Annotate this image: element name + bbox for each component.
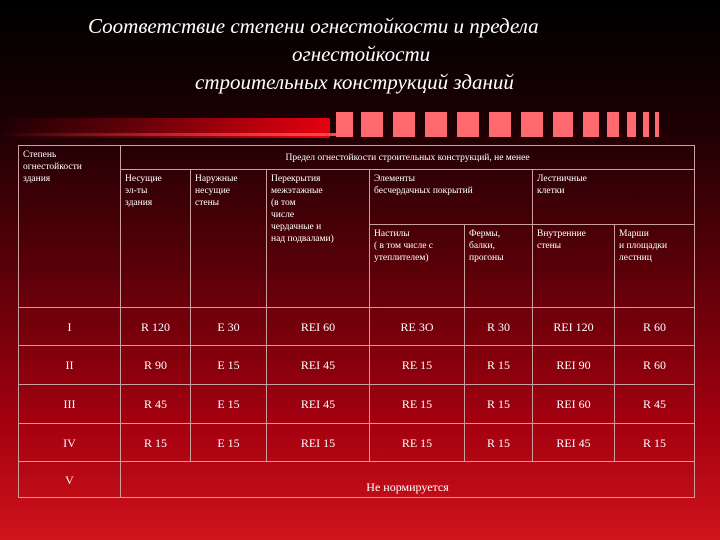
table-cell: REI 120	[533, 308, 615, 346]
table-cell: E 15	[191, 385, 267, 424]
title-line-2: огнестойкости	[292, 42, 431, 66]
decorative-bar	[457, 112, 479, 137]
table-cell: R 15	[121, 424, 191, 462]
table-cell: R 15	[465, 346, 533, 385]
decorative-bar	[583, 112, 599, 137]
table-cell: RE 3O	[370, 308, 465, 346]
decorative-bar	[336, 112, 353, 137]
table-cell: R 15	[465, 424, 533, 462]
header-roof-elements: Элементы бесчердачных покрытий	[370, 170, 533, 225]
decorative-bar	[627, 112, 636, 137]
table-row	[19, 462, 695, 498]
header-degree: Степень огнестойкости здания	[19, 146, 121, 308]
table-cell: REI 45	[267, 385, 370, 424]
table-cell: IV	[19, 424, 121, 462]
decorative-bar	[393, 112, 415, 137]
decorative-bar	[361, 112, 383, 137]
table-cell: REI 60	[533, 385, 615, 424]
table-row	[19, 346, 695, 385]
table-cell: II	[19, 346, 121, 385]
header-floors: Перекрытия межэтажные (в том числе чердачные и над подвалами)	[267, 170, 370, 308]
decorative-bar	[521, 112, 543, 137]
table-cell: V	[19, 462, 121, 498]
decorative-bar	[425, 112, 447, 137]
table-cell: REI 90	[533, 346, 615, 385]
table-cell: E 30	[191, 308, 267, 346]
table-row	[19, 424, 695, 462]
table-cell: III	[19, 385, 121, 424]
header-outer-walls: Наружные несущие стены	[191, 170, 267, 308]
table-cell: RE 15	[370, 346, 465, 385]
table-cell: REI 60	[267, 308, 370, 346]
table-cell: R 45	[615, 385, 695, 424]
table-cell: R 15	[465, 385, 533, 424]
table-cell: R 15	[615, 424, 695, 462]
header-trusses: Фермы, балки, прогоны	[465, 225, 533, 308]
table-cell: REI 45	[533, 424, 615, 462]
header-roof-decks: Настилы ( в том числе с утеплителем)	[370, 225, 465, 308]
table-cell: I	[19, 308, 121, 346]
table-cell: R 90	[121, 346, 191, 385]
title-line-3: строительных конструкций зданий	[195, 70, 514, 94]
table-cell: REI 15	[267, 424, 370, 462]
title-line-1: Соответствие степени огнестойкости и предела	[88, 14, 539, 38]
table-cell: RE 15	[370, 424, 465, 462]
table-cell: R 60	[615, 346, 695, 385]
decorative-bar	[607, 112, 619, 137]
table-cell: E 15	[191, 424, 267, 462]
header-bearing-elements: Несущие эл-ты здания	[121, 170, 191, 308]
not-regulated-note: Не нормируется	[121, 462, 695, 498]
table-cell: R 45	[121, 385, 191, 424]
header-inner-walls: Внутренние стены	[533, 225, 615, 308]
table-cell: R 120	[121, 308, 191, 346]
table-cell: R 60	[615, 308, 695, 346]
decorative-bar	[553, 112, 573, 137]
table-row	[19, 385, 695, 424]
header-stair-flights: Марши и площадки лестниц	[615, 225, 695, 308]
fire-resistance-table	[18, 145, 695, 498]
header-stairwells: Лестничные клетки	[533, 170, 695, 225]
table-row	[19, 308, 695, 346]
table-cell: R 30	[465, 308, 533, 346]
decorative-bar	[655, 112, 659, 137]
table-cell: E 15	[191, 346, 267, 385]
table-cell: REI 45	[267, 346, 370, 385]
decorative-highlight-line	[0, 133, 345, 136]
decorative-bar	[643, 112, 649, 137]
slide-title	[60, 12, 700, 96]
header-span: Предел огнестойкости строительных конструкций, не менее	[121, 146, 695, 170]
decorative-bar	[489, 112, 511, 137]
table-cell: RE 15	[370, 385, 465, 424]
